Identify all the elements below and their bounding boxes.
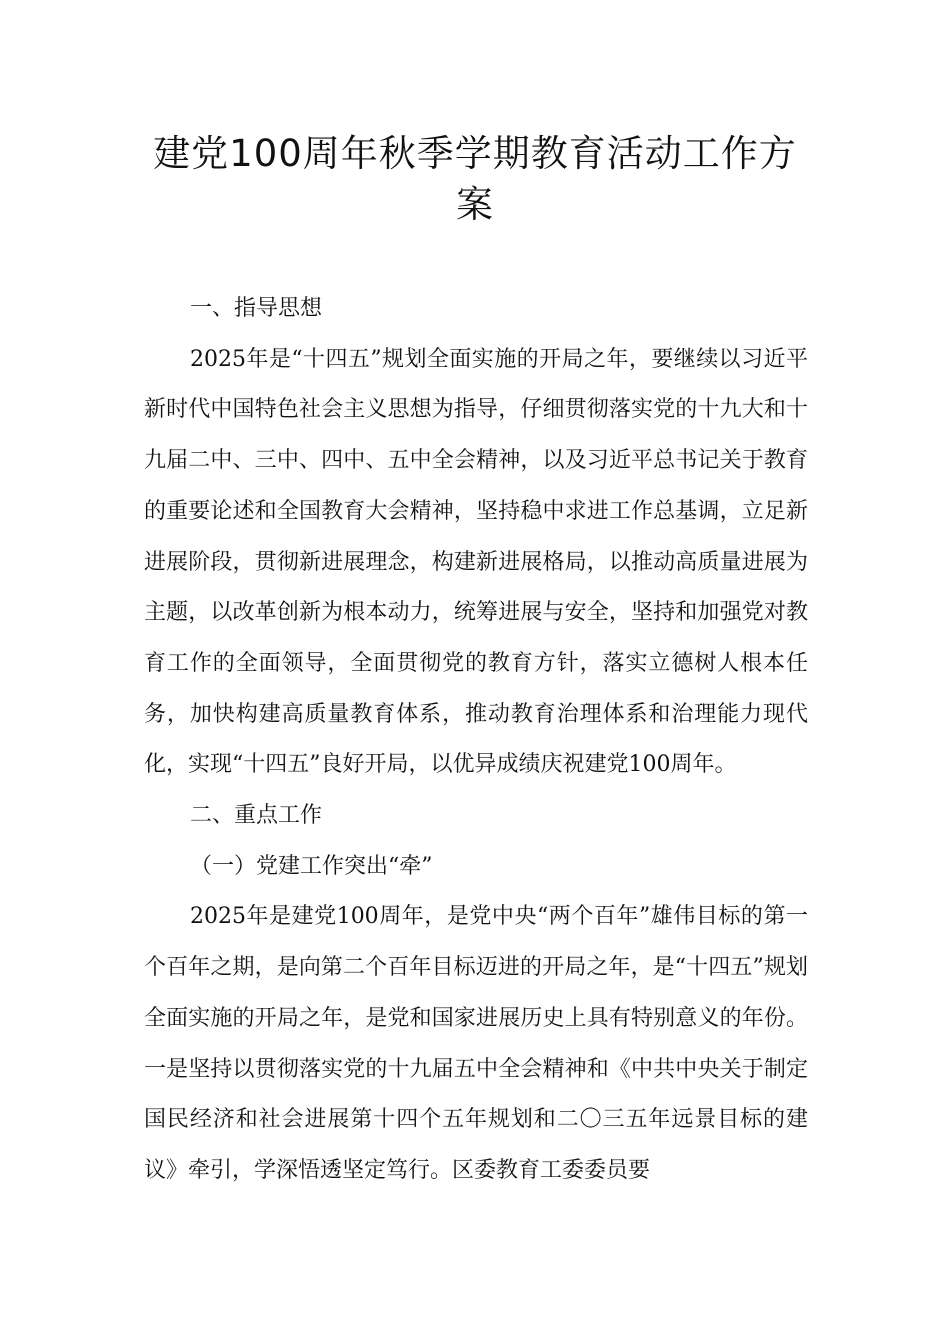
section-heading-guiding-ideology: 一、指导思想	[190, 296, 323, 321]
section-heading-key-work: 二、重点工作	[190, 803, 323, 829]
paragraph-party-building: 2025年是建党100周年，是党中央“两个百年”雄伟目标的第一个百年之期，是向第二个百年目标迈进的开局之年，是“十四五”规划全面实施的开局之年，是党和国家进展历史上具有特别意义的年份。一是坚持以贯彻落实党的十九届五中全会精神和《中共中央关于制定国民经济和社会进展第十四个五年规划和二〇三五年远景目标的建议》牵引，学深悟透坚定笃行。区委教育工委委员要	[144, 904, 808, 1183]
document-title: 建党100周年秋季学期教育活动工作方案	[153, 132, 797, 226]
subsection-heading-party-building: （一）党建工作突出“牵”	[190, 853, 433, 879]
document-body	[144, 284, 808, 1197]
paragraph-guiding-ideology: 2025年是“十四五”规划全面实施的开局之年，要继续以习近平新时代中国特色社会主义思想为指导，仔细贯彻落实党的十九大和十九届二中、三中、四中、五中全会精神，以及习近平总书记关于教育的重要论述和全国教育大会精神，坚持稳中求进工作总基调，立足新进展阶段，贯彻新进展理念，构建新进展格局，以推动高质量进展为主题，以改革创新为根本动力，统筹进展与安全，坚持和加强党对教育工作的全面领导，全面贯彻党的教育方针，落实立德树人根本任务，加快构建高质量教育体系，推动教育治理体系和治理能力现代化，实现“十四五”良好开局，以优异成绩庆祝建党100周年。	[144, 346, 808, 778]
